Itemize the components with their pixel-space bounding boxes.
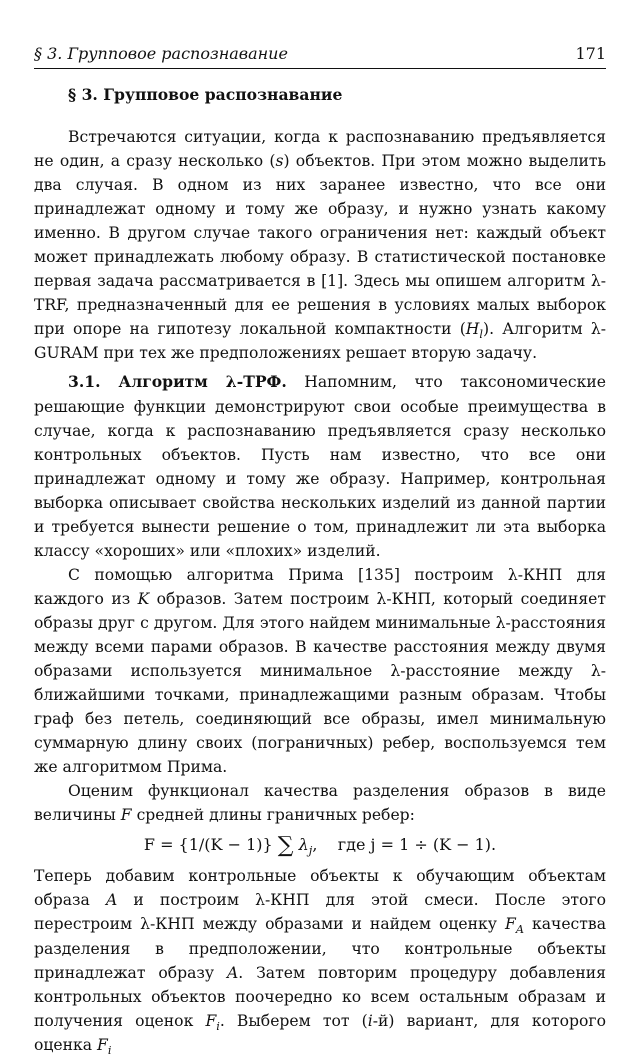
running-head-title: § 3. Групповое распознавание xyxy=(34,44,288,63)
subsection-paragraph: 3.1. Алгоритм λ-ТРФ. Напомним, что таксономические решающие функции демонстрируют свои особые преимущества в случае, когда к распознаванию предъявляется сразу несколько контрольных объектов. Пусть нам известно, что все они принадлежат одному и тому же образу. Например, контрольная выборка описывает свойства нескольких изделий из данной партии и требуется вынести решение о том, принадлежит ли эта выборка классу «хороших» или «плохих» изделий. xyxy=(34,372,606,560)
page-body xyxy=(34,83,606,1057)
running-head xyxy=(34,44,606,64)
functional-paragraph: Оценим функционал качества разделения образов в виде величины F средней длины граничных ребер: xyxy=(34,782,606,825)
section-heading: § 3. Групповое распознавание xyxy=(68,85,343,104)
final-paragraph: Теперь добавим контрольные объекты к обучающим объектам образа A и построим λ-КНП для этой смеси. После этого перестроим λ-КНП между образами и найдем оценку $F_A$ качества разделения в предположении, что контрольные объекты принадлежат образу A. Затем повторим процедуру добавления контрольных объектов поочередно ко всем остальным образам и получения оценок $F_i$. Выберем тот (i-й) вариант, для которого оценка $F_i$ xyxy=(34,867,606,1057)
page-number: 171 xyxy=(575,44,606,63)
prim-paragraph: С помощью алгоритма Прима [135] построим λ-КНП для каждого из K образов. Затем построим λ-КНП, который соединяет образы друг с другом. Для этого найдем минимальные λ-расстояния между всеми парами образов. В качестве расстояния между двумя образами используется минимальное λ-расстояние между λ-ближайшими точками, принадлежащими разным образам. Чтобы граф без петель, соединяющий все образы, имел минимальную суммарную длину своих (пограничных) ребер, воспользуемся тем же алгоритмом Прима. xyxy=(34,565,607,777)
intro-paragraph: Встречаются ситуации, когда к распознаванию предъявляется не один, а сразу несколько (s) объектов. При этом можно выделить два случая. В одном из них заранее известно, что все они принадлежат одному и тому же образу, и нужно узнать какому именно. В другом случае такого ограничения нет: каждый объект может принадлежать любому образу. В статистической постановке первая задача рассматривается в [1]. Здесь мы опишем алгоритм λ-TRF, предназначенный для ее решения в условиях малых выборок при опоре на гипотезу локальной компактности $(H_l)$. Алгоритм λ-GURAM при тех же предположениях решает вторую задачу. xyxy=(34,128,606,363)
subsection-heading: 3.1. Алгоритм λ-ТРФ. xyxy=(68,372,287,392)
header-rule xyxy=(34,68,606,69)
sum-symbol: ∑ xyxy=(277,833,294,859)
formula: F = {1/(K − 1)} ∑ $\lambda_j$, где j = 1 ÷ (K − 1). xyxy=(143,833,497,859)
